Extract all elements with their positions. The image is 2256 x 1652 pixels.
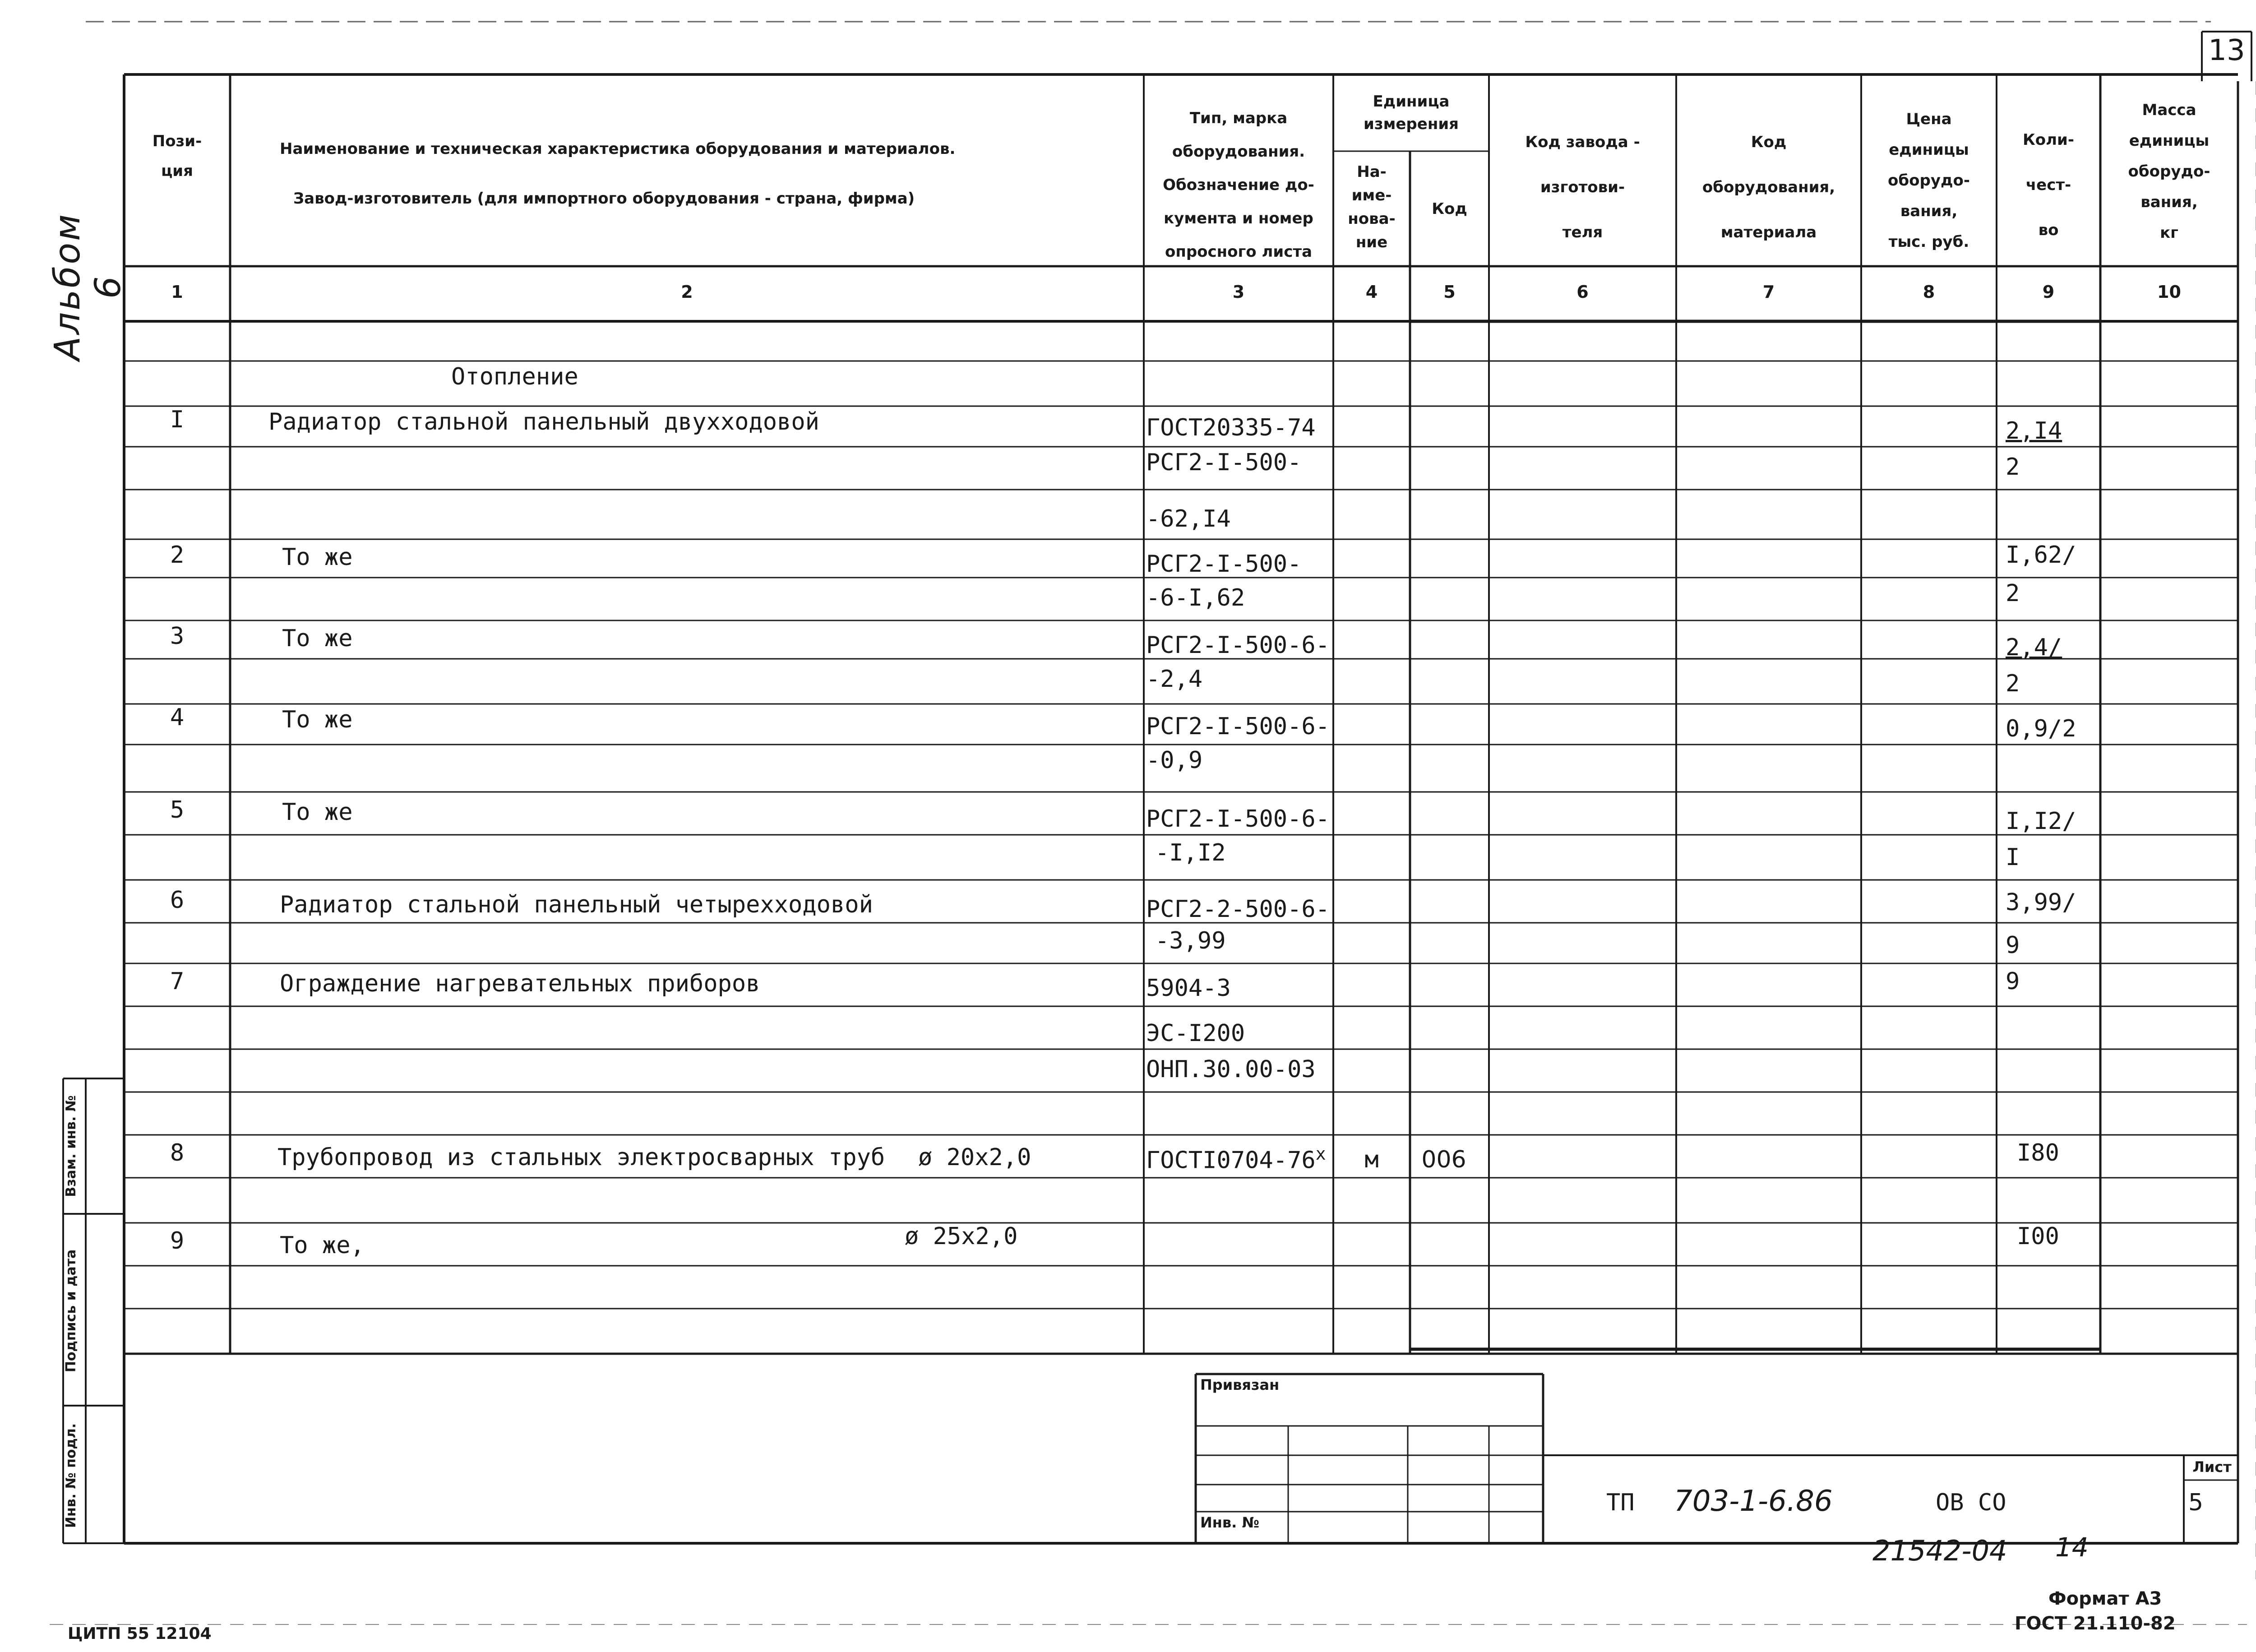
row-type: РСГ2-I-500- bbox=[1146, 449, 1302, 476]
row-pos: 3 bbox=[170, 623, 185, 650]
row-qty: I,62/ bbox=[2006, 541, 2076, 569]
header-col10: Масса единицы оборудо- вания, кг bbox=[2128, 101, 2210, 242]
row-name: То же bbox=[282, 706, 353, 733]
column-number: 7 bbox=[1762, 282, 1775, 302]
row-qty: I80 bbox=[2017, 1139, 2059, 1166]
sheet-label: Лист bbox=[2192, 1458, 2232, 1476]
column-number: 6 bbox=[1576, 282, 1589, 302]
row-type: ОНП.30.00-03 bbox=[1146, 1056, 1316, 1083]
column-number: 1 bbox=[171, 282, 183, 302]
row-type: -I,I2 bbox=[1155, 839, 1226, 866]
header-col8: Цена единицы оборудо- вания, тыс. руб. bbox=[1888, 110, 1970, 251]
header-col1: Пози- ция bbox=[152, 132, 202, 180]
footer-left: ЦИТП 55 12104 bbox=[68, 1624, 212, 1643]
row-type: РСГ2-I-500-6- bbox=[1146, 805, 1330, 833]
row-name-extra: ø 20х2,0 bbox=[918, 1144, 1031, 1171]
row-qty: I,I2/ bbox=[2006, 808, 2076, 835]
row-qty: I00 bbox=[2017, 1223, 2059, 1250]
row-pos: 7 bbox=[170, 968, 185, 995]
header-col3: Тип, марка оборудования. Обозначение до- кумента и номер опросного листа bbox=[1163, 109, 1314, 261]
row-pos: 6 bbox=[170, 887, 185, 914]
header-col9: Коли- чест- во bbox=[2023, 131, 2074, 239]
format-label: Формат А3 bbox=[2048, 1588, 2162, 1609]
handwritten-number: 21542-04 bbox=[1872, 1534, 2007, 1567]
column-number: 4 bbox=[1365, 282, 1378, 302]
row-name: Радиатор стальной панельный двухходовой bbox=[268, 408, 819, 435]
gost-label: ГОСТ 21.110-82 bbox=[2015, 1613, 2176, 1634]
row-qty: 2 bbox=[2006, 670, 2020, 697]
row-type: -0,9 bbox=[1146, 747, 1203, 774]
stamp-inv-no: Инв. № bbox=[1200, 1514, 1259, 1531]
column-number: 10 bbox=[2157, 282, 2181, 302]
stamp-privyazan: Привязан bbox=[1200, 1376, 1280, 1393]
header-unit-group: Единица измерения bbox=[1364, 93, 1459, 133]
header-col6: Код завода - изготови- теля bbox=[1525, 133, 1640, 241]
row-type: РСГ2-I-500- bbox=[1146, 551, 1302, 578]
row-qty: 2,4/ bbox=[2006, 634, 2062, 661]
row-name: Радиатор стальной панельный четырехходовой bbox=[280, 891, 873, 918]
header-col7: Код оборудования, материала bbox=[1702, 133, 1835, 241]
row-type: ГОСТ20335-74 bbox=[1146, 414, 1316, 441]
column-number: 5 bbox=[1443, 282, 1456, 302]
row-name: То же, bbox=[280, 1232, 365, 1259]
page-number: 13 bbox=[2208, 34, 2245, 67]
column-number: 3 bbox=[1232, 282, 1245, 302]
doc-code-prefix: ТП bbox=[1606, 1489, 1635, 1516]
row-pos: 8 bbox=[170, 1139, 185, 1166]
sheet-number: 5 bbox=[2188, 1489, 2204, 1516]
row-name: То же bbox=[282, 625, 353, 652]
doc-code-suffix: ОВ СО bbox=[1936, 1489, 2006, 1516]
row-type: -6-I,62 bbox=[1146, 584, 1245, 611]
handwritten-page: 14 bbox=[2055, 1532, 2089, 1563]
row-pos: 4 bbox=[170, 704, 185, 731]
row-qty: 2,I4 bbox=[2006, 417, 2062, 444]
row-name: Ограждение нагревательных приборов bbox=[280, 970, 760, 997]
column-number: 8 bbox=[1923, 282, 1935, 302]
column-number: 2 bbox=[681, 282, 693, 302]
row-type: РСГ2-I-500-6- bbox=[1146, 632, 1330, 659]
row-type: -2,4 bbox=[1146, 666, 1203, 693]
row-name: То же bbox=[282, 544, 353, 571]
row-unit: м bbox=[1364, 1146, 1379, 1173]
column-number: 9 bbox=[2042, 282, 2055, 302]
row-type: РСГ2-2-500-6- bbox=[1146, 896, 1330, 923]
header-col2: Наименование и техническая характеристика оборудования и материалов. Завод-изготовитель (для импортного оборудования - страна, фирма) bbox=[280, 140, 956, 208]
row-type: 5904-3 bbox=[1146, 975, 1231, 1002]
side-label-vzam: Взам. инв. № bbox=[63, 1095, 79, 1197]
row-type: $ГОСТI0704-76^х$ bbox=[1146, 1144, 1326, 1174]
row-qty: 9 bbox=[2006, 968, 2020, 995]
row-pos: I bbox=[170, 406, 185, 433]
row-name-extra: ø 25х2,0 bbox=[905, 1223, 1018, 1250]
row-pos: 9 bbox=[170, 1227, 185, 1254]
row-qty: 2 bbox=[2006, 453, 2020, 481]
row-qty: 2 bbox=[2006, 580, 2020, 607]
side-label-podpis: Подпись и дата bbox=[63, 1249, 79, 1373]
row-name: Трубопровод из стальных электросварных труб bbox=[277, 1144, 885, 1171]
album-label: Альбом 6 bbox=[47, 213, 129, 361]
row-code: 006 bbox=[1421, 1146, 1466, 1173]
side-label-inv: Инв. № подл. bbox=[63, 1423, 79, 1528]
row-qty: 0,9/2 bbox=[2006, 715, 2076, 742]
section-title: Отопление bbox=[451, 363, 578, 390]
row-type: -62,I4 bbox=[1146, 505, 1231, 532]
row-qty: I bbox=[2006, 844, 2020, 871]
row-pos: 5 bbox=[170, 796, 185, 824]
doc-code-number: 703-1-6.86 bbox=[1674, 1485, 1833, 1518]
row-qty: 3,99/ bbox=[2006, 889, 2076, 916]
header-col5: Код bbox=[1432, 200, 1467, 218]
row-type: ЭС-I200 bbox=[1146, 1020, 1245, 1047]
row-type: РСГ2-I-500-6- bbox=[1146, 713, 1330, 740]
header-col4: На- име- нова- ние bbox=[1348, 163, 1396, 251]
row-name: То же bbox=[282, 799, 353, 826]
row-qty: 9 bbox=[2006, 932, 2020, 959]
row-type: -3,99 bbox=[1155, 927, 1226, 954]
row-pos: 2 bbox=[170, 541, 185, 569]
